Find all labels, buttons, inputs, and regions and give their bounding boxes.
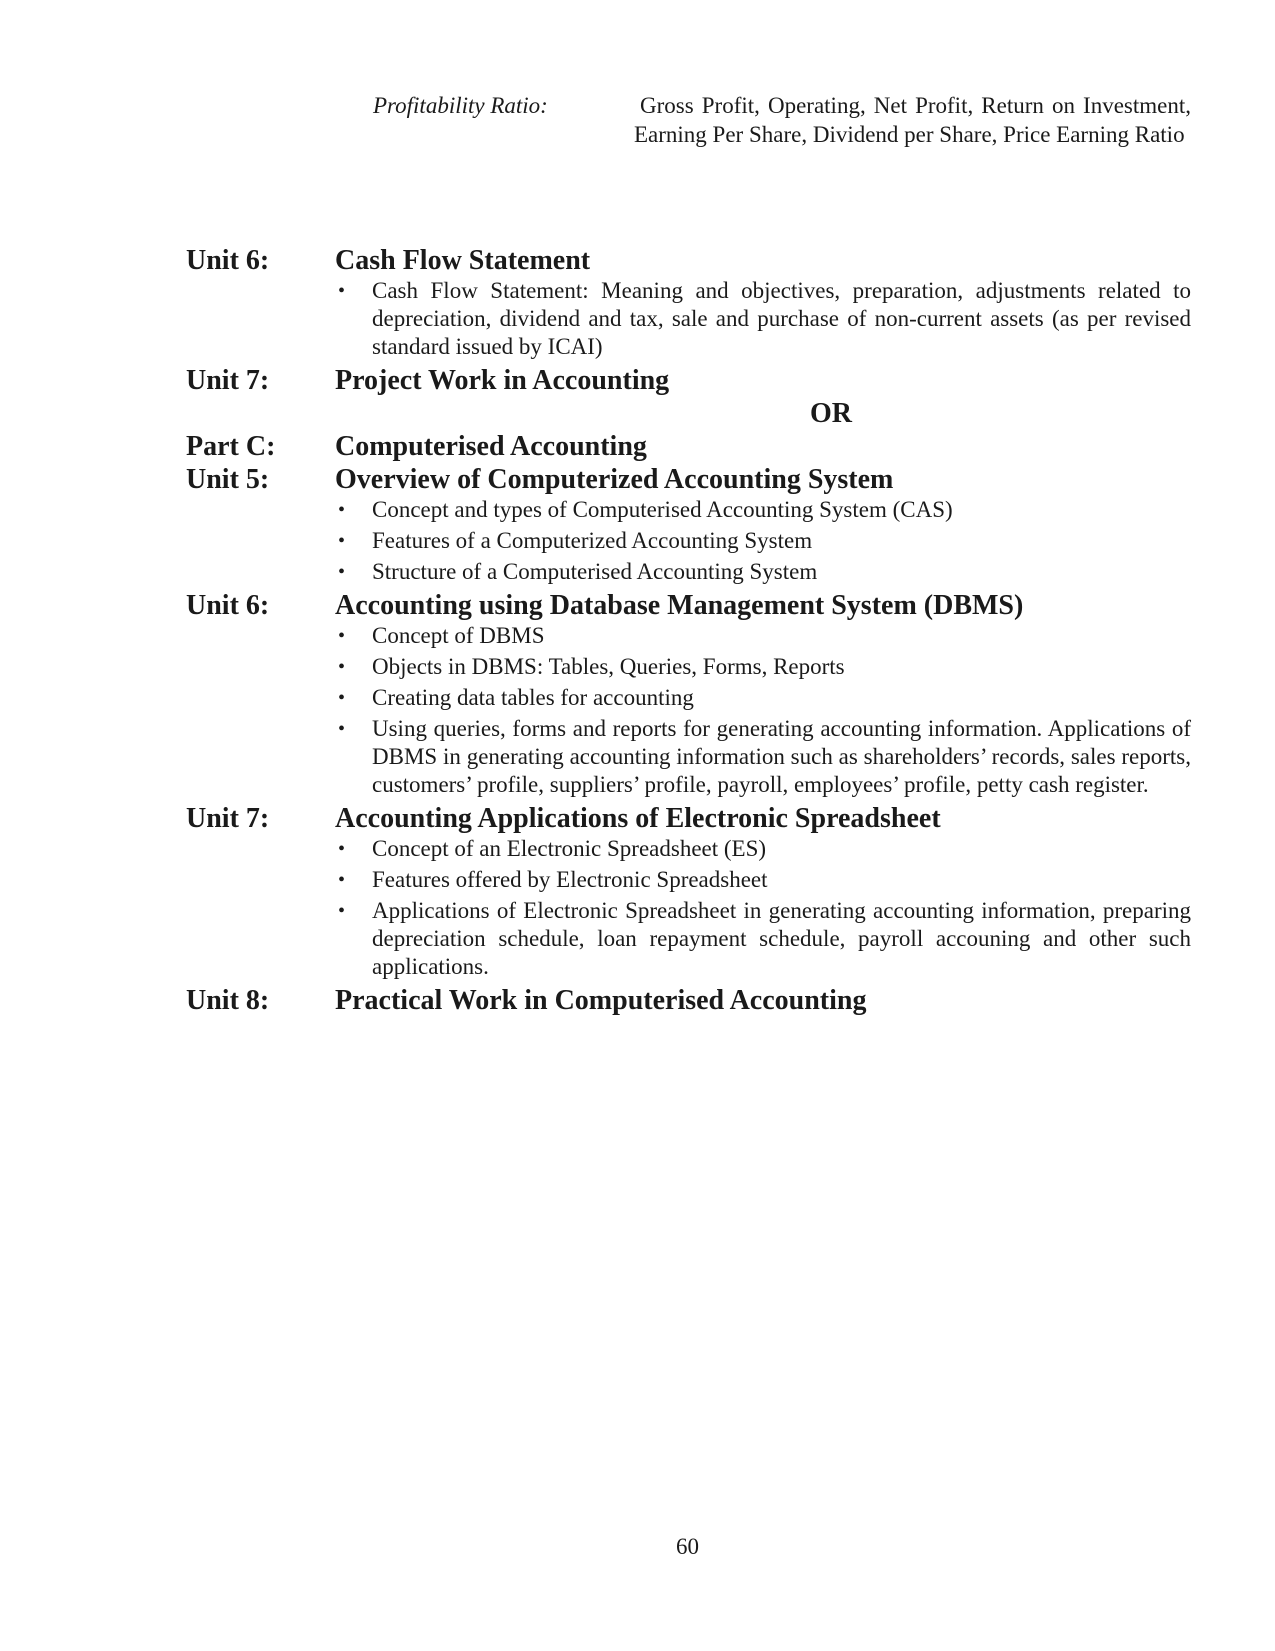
bullet-icon: • — [338, 625, 346, 647]
list-item — [335, 684, 1191, 712]
profitability-ratio-label: Profitability Ratio: — [373, 93, 548, 118]
unit-heading — [186, 430, 1191, 463]
unit-title: Project Work in Accounting — [335, 365, 670, 396]
unit-label: Unit 6: — [186, 245, 270, 276]
list-item — [335, 496, 1191, 524]
or-separator: OR — [810, 398, 852, 429]
bullet-icon: • — [338, 718, 346, 740]
unit-title: Practical Work in Computerised Accounting — [335, 985, 867, 1016]
profitability-ratio-text: Gross Profit, Operating, Net Profit, Return on Investment, Earning Per Share, Dividend per Share, Price Earning Ratio — [634, 93, 1191, 147]
list-item — [335, 866, 1191, 894]
bullet-icon: • — [338, 656, 346, 678]
list-item-text: Concept and types of Computerised Accounting System (CAS) — [372, 497, 953, 522]
list-item-text: Applications of Electronic Spreadsheet in generating accounting information, preparing depreciation schedule, loan repayment schedule, payroll accouning and other such applications. — [372, 898, 1191, 979]
list-item-text: Concept of DBMS — [372, 623, 545, 648]
bullet-icon: • — [338, 838, 346, 860]
unit-topic-list — [335, 277, 1191, 361]
list-item — [335, 715, 1191, 799]
bullet-icon: • — [338, 687, 346, 709]
syllabus-units — [186, 244, 1191, 1017]
bullet-icon: • — [338, 530, 346, 552]
list-item-text: Features of a Computerized Accounting System — [372, 528, 813, 553]
unit-heading — [186, 589, 1191, 622]
bullet-icon: • — [338, 499, 346, 521]
unit-label: Unit 7: — [186, 365, 270, 396]
unit-topic-list — [335, 496, 1191, 586]
unit-heading — [186, 984, 1191, 1017]
bullet-icon: • — [338, 900, 346, 922]
bullet-icon: • — [338, 869, 346, 891]
list-item — [335, 897, 1191, 981]
list-item-text: Objects in DBMS: Tables, Queries, Forms, Reports — [372, 654, 845, 679]
list-item-text: Features offered by Electronic Spreadsheet — [372, 867, 768, 892]
unit-heading — [186, 364, 1191, 397]
unit-title: Cash Flow Statement — [335, 245, 591, 276]
unit-label: Unit 5: — [186, 464, 270, 495]
unit-title: Accounting Applications of Electronic Spreadsheet — [335, 803, 941, 834]
list-item — [335, 277, 1191, 361]
unit-title: Overview of Computerized Accounting System — [335, 464, 894, 495]
list-item-text: Concept of an Electronic Spreadsheet (ES) — [372, 836, 767, 861]
list-item — [335, 835, 1191, 863]
list-item-text: Creating data tables for accounting — [372, 685, 694, 710]
bullet-icon: • — [338, 561, 346, 583]
unit-topic-list — [335, 622, 1191, 799]
list-item-text: Using queries, forms and reports for generating accounting information. Applications of DBMS in generating accounting information such as shareholders’ records, sales reports, customers’ profile, suppliers’ profile, payroll, employees’ profile, petty cash register. — [372, 716, 1191, 797]
unit-title: Computerised Accounting — [335, 431, 647, 462]
list-item — [335, 558, 1191, 586]
list-item-text: Cash Flow Statement: Meaning and objectives, preparation, adjustments related to depreciation, dividend and tax, sale and purchase of non-current assets (as per revised standard issued by ICAI) — [372, 278, 1191, 359]
unit-label: Unit 7: — [186, 803, 270, 834]
unit-title: Accounting using Database Management System (DBMS) — [335, 590, 1024, 621]
unit-heading — [186, 802, 1191, 835]
list-item — [335, 653, 1191, 681]
list-item — [335, 622, 1191, 650]
bullet-icon: • — [338, 280, 346, 302]
unit-topic-list — [335, 835, 1191, 981]
unit-heading — [186, 244, 1191, 277]
page-number: 60 — [676, 1534, 699, 1559]
unit-label: Unit 6: — [186, 590, 270, 621]
unit-label: Part C: — [186, 431, 276, 462]
unit-label: Unit 8: — [186, 985, 270, 1016]
unit-heading — [186, 463, 1191, 496]
list-item — [335, 527, 1191, 555]
list-item-text: Structure of a Computerised Accounting System — [372, 559, 818, 584]
